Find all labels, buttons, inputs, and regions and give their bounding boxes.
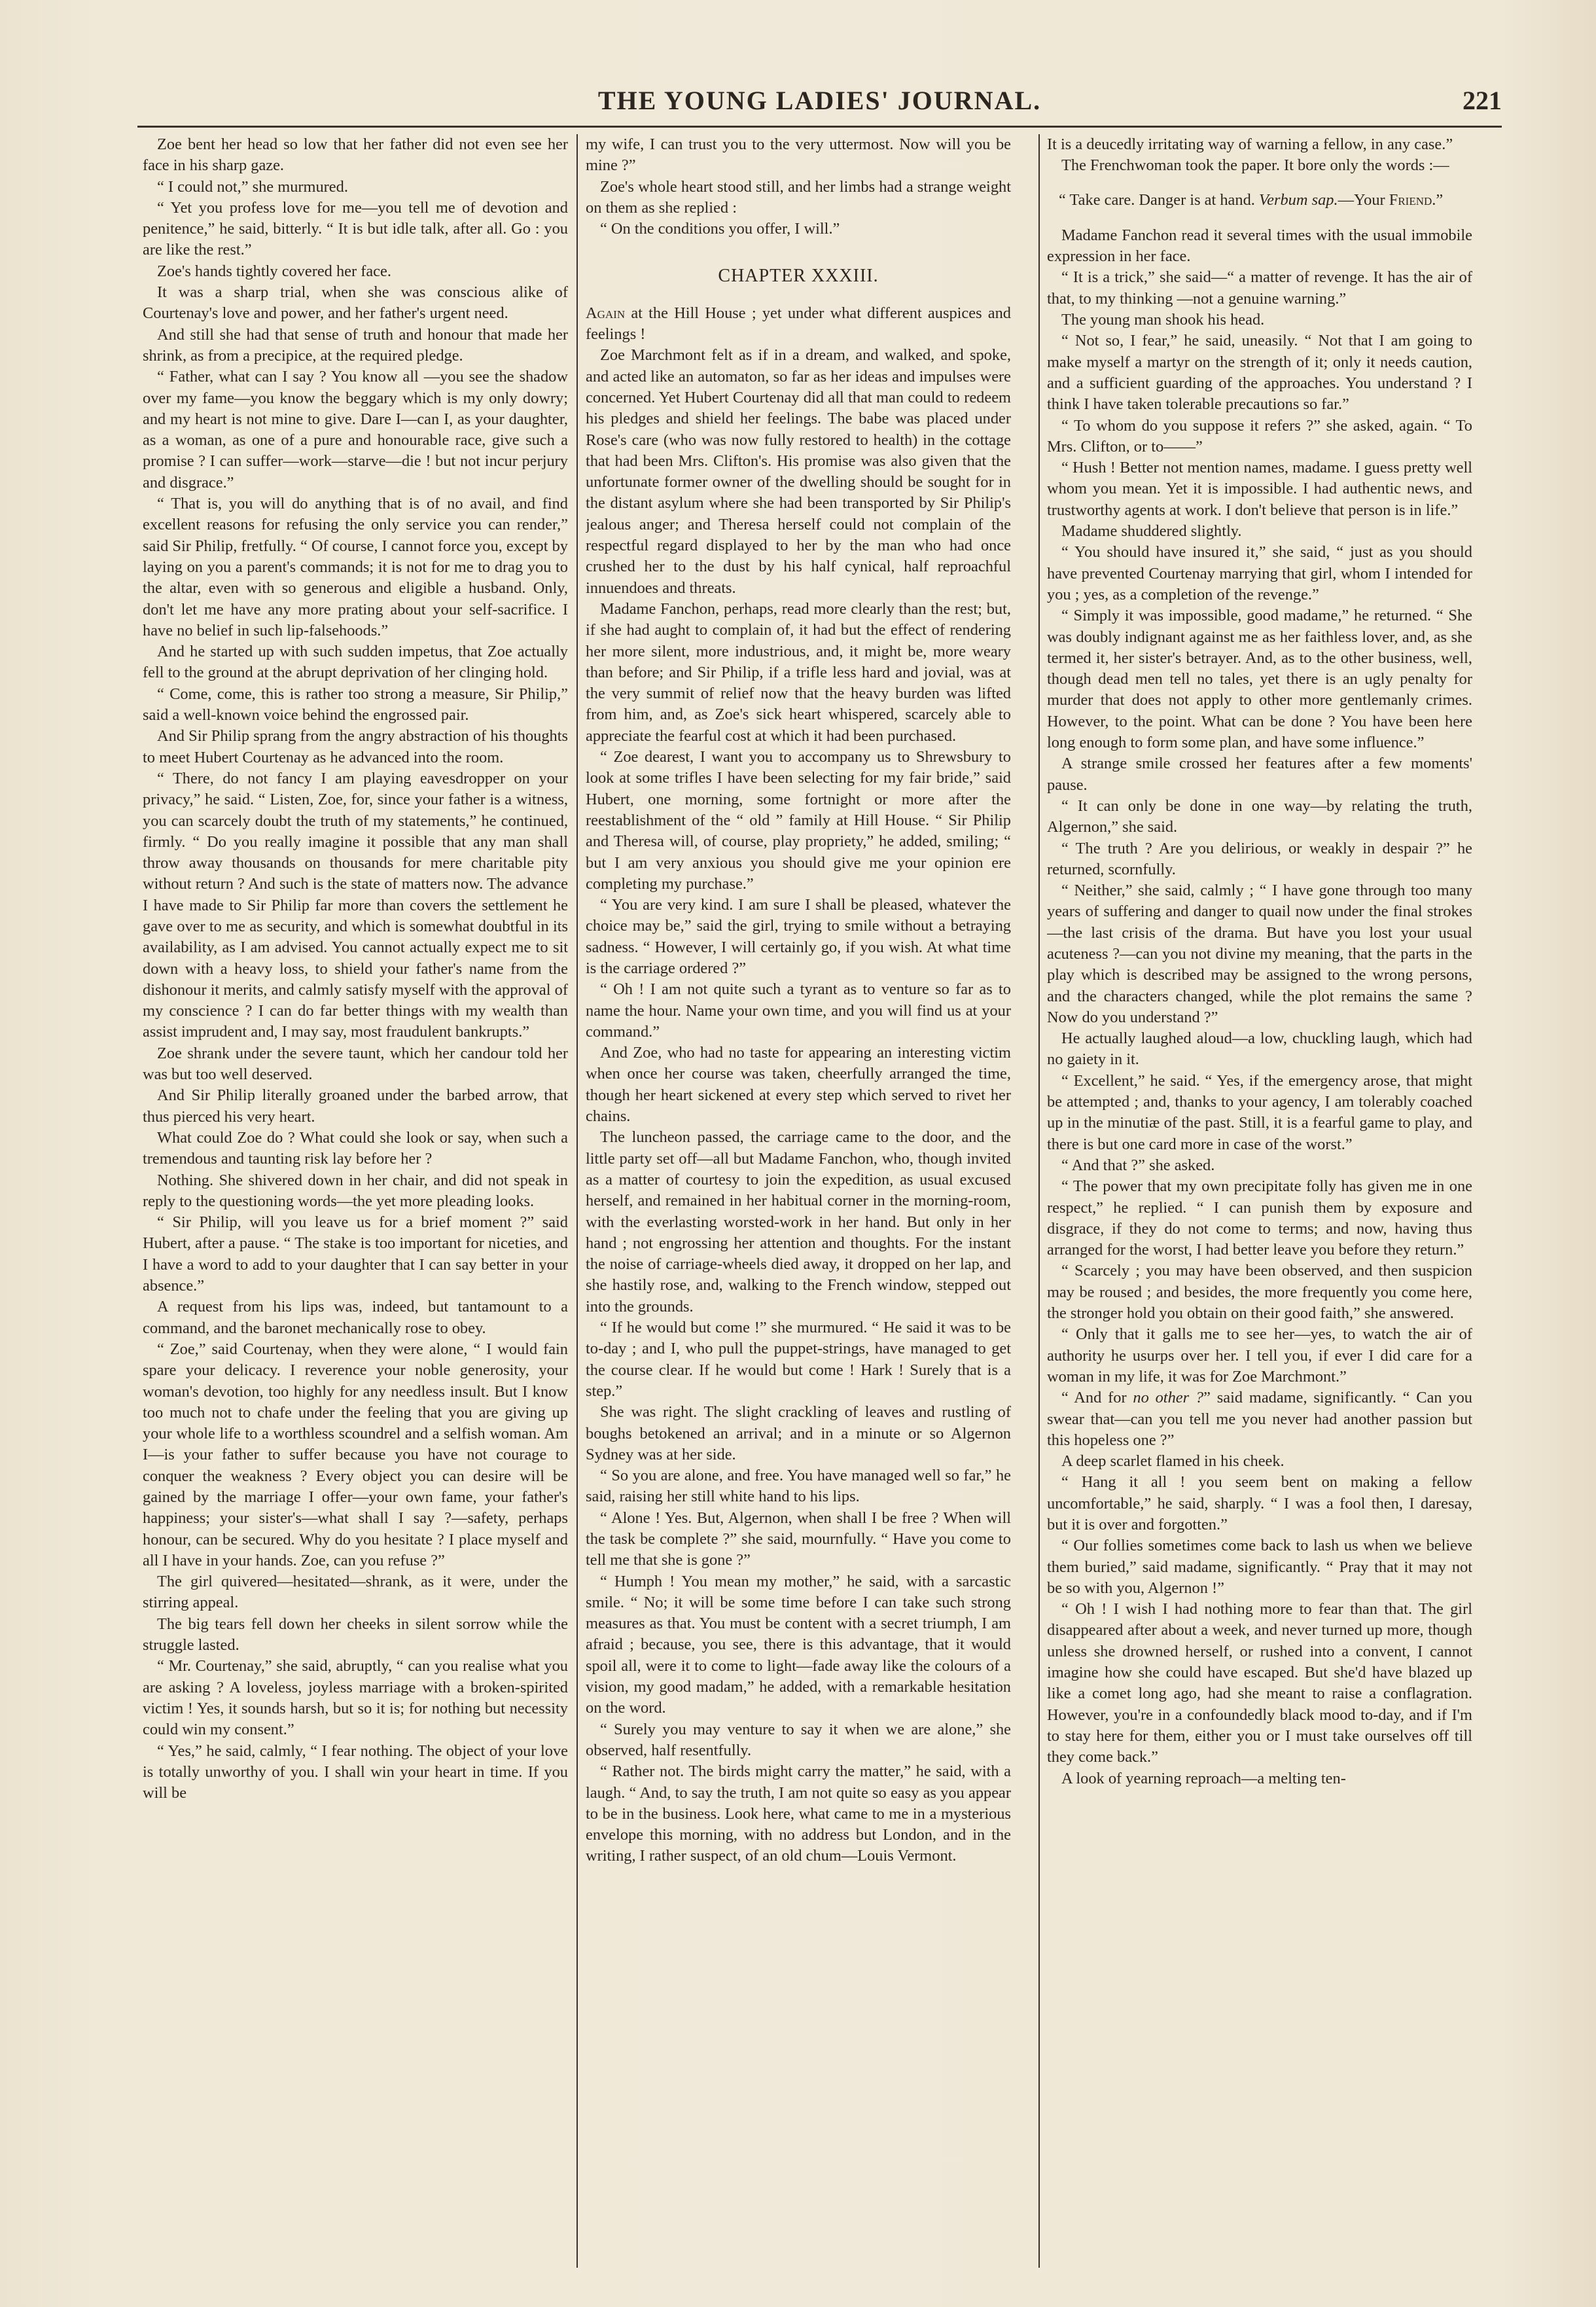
- paragraph: “ You should have insured it,” she said, “ just as you should have prevented Courtenay marrying that girl, whom I intended for you ; yes, as a completion of the revenge.”: [1047, 543, 1472, 603]
- paragraph: [1047, 1387, 1472, 1451]
- page-number: 221: [1463, 86, 1502, 115]
- paragraph: “ If he would but come !” she murmured. “ He said it was to be to-day ; and I, who pull the puppet-strings, have managed to get the course clear. If he would but come ! Hark ! Surely that is a step.”: [586, 1319, 1011, 1400]
- paragraph: And Zoe, who had no taste for appearing an interesting victim when once her course was taken, cheerfully arranged the time, though her heart sickened at every step which served to rivet her chains.: [586, 1044, 1011, 1126]
- journal-title: THE YOUNG LADIES' JOURNAL.: [597, 86, 1042, 115]
- paragraph: Zoe shrank under the severe taunt, which her candour told her was but too well deserved.: [143, 1044, 568, 1084]
- paragraph: “ That is, you will do anything that is of no avail, and find excellent reasons for refusing the only service you can render,” said Sir Philip, fretfully. “ Of course, I cannot force you, except by laying on you a parent's commands; it is not for me to drag you to the altar, even with so generous and eligible a husband. Only, don't let me have any more prating about your self-sacrifice. I have no belief in such lip-falsehoods.”: [143, 495, 568, 639]
- paragraph: “ Zoe,” said Courtenay, when they were alone, “ I would fain spare your delicacy. I reverence your noble generosity, your woman's devotion, too highly for any needless insult. But I know too much not to chafe under the feeling that you are giving up your whole life to a worthless scoundrel and a selfish woman. Am I—is your father to suffer because you have not courage to conquer the weakness ? Every object you can desire will be gained by the marriage I offer—your own fame, your father's happiness; your sister's—what shall I say ?—safety, perhaps honour, can be secured. Why do you hesitate ? I place myself and all I have in your hands. Zoe, can you refuse ?”: [143, 1340, 568, 1569]
- paragraph: And he started up with such sudden impetus, that Zoe actually fell to the ground at the abrupt deprivation of her clinging hold.: [143, 643, 568, 682]
- paragraph: “ Rather not. The birds might carry the matter,” he said, with a laugh. “ And, to say the truth, I am not quite so easy as you appear to be in the business. Look here, what came to me in a mysterious envelope this morning, with no address but London, and in the writing, I rather suspect, of an old chum—Louis Vermont.: [586, 1762, 1011, 1865]
- paragraph: “ There, do not fancy I am playing eavesdropper on your privacy,” he said. “ Listen, Zoe, for, since your father is a witness, you can scarcely doubt the truth of my statements,” he continued, firmly. “ Do you really imagine it possible that any man shall throw away thousands on thousands for mere charitable pity without return ? And such is the state of matters now. The advance I have made to Sir Philip far more than covers the settlement he gave over to me as security, and which is somewhat doubtful in its availability, as I am advised. You cannot actually expect me to sit down with a heavy loss, to shield your father's name from the dishonour it merits, and calmly satisfy myself with the approval of my conscience ? I can do far better things with my wealth than assist imprudent and, I may say, most fraudulent bankrupts.”: [143, 769, 568, 1041]
- paragraph: “ Alone ! Yes. But, Algernon, when shall I be free ? When will the task be complete ?” she said, mournfully. “ Have you come to tell me that she is gone ?”: [586, 1509, 1011, 1569]
- paragraph: Zoe's hands tightly covered her face.: [157, 262, 391, 280]
- paragraph: “ And that ?” she asked.: [1061, 1156, 1215, 1174]
- note-latin: Verbum sap.: [1258, 190, 1338, 209]
- paragraph: Zoe's whole heart stood still, and her limbs had a strange weight on them as she replied :: [586, 177, 1011, 217]
- chapter-opening-paragraph: [586, 303, 1011, 346]
- paragraph: The young man shook his head.: [1061, 311, 1265, 329]
- paragraph: “ Hang it all ! you seem bent on making a fellow uncomfortable,” he said, sharply. “ I was a fool then, I daresay, but it is over and forgotten.”: [1047, 1473, 1472, 1533]
- paragraph: Zoe bent her head so low that her father did not even see her face in his sharp gaze.: [143, 135, 568, 175]
- paragraph: “ Scarcely ; you may have been observed, and then suspicion may be roused ; and besides, the more frequently you come here, the stronger hold you obtain on their good faith,” she answered.: [1047, 1262, 1472, 1323]
- paragraph: A look of yearning reproach—a melting ten-: [1061, 1769, 1346, 1787]
- paragraph: “ The truth ? Are you delirious, or weakly in despair ?” he returned, scornfully.: [1047, 839, 1472, 878]
- paragraph: Madame Fanchon read it several times with the usual immobile expression in her face.: [1047, 226, 1472, 266]
- paragraph: “ Neither,” she said, calmly ; “ I have gone through too many years of suffering and danger to quail now under the final strokes—the last crisis of the drama. But have you lost your usual acuteness ?—can you not divine my meaning, that the parts in the play which is described may be assigned to the wrong persons, and the characters changed, while the plot remains the same ? Now do you understand ?”: [1047, 882, 1472, 1026]
- paragraph: “ Mr. Courtenay,” she said, abruptly, “ can you realise what you are asking ? A loveless, joyless marriage with a broken-spirited victim ! Yes, it sounds harsh, but so it is; for nothing but necessity could win my consent.”: [143, 1657, 568, 1739]
- paragraph: “ Zoe dearest, I want you to accompany us to Shrewsbury to look at some trifles I have been selecting for my fair bride,” said Hubert, one morning, some fortnight or more after the reestablishment of the “ old ” family at Hill House. “ Sir Philip and Theresa will, of course, play propriety,” he added, smiling; “ but I am very anxious you should give me your opinion ere completing my purchase.”: [586, 748, 1011, 893]
- chapter-heading: CHAPTER XXXIII.: [718, 266, 879, 287]
- column-divider: [576, 134, 578, 2268]
- paragraph: “ On the conditions you offer, I will.”: [600, 220, 840, 238]
- paragraph: The big tears fell down her cheeks in silent sorrow while the struggle lasted.: [143, 1615, 568, 1654]
- paragraph: Madame Fanchon, perhaps, read more clearly than the rest; but, if she had aught to complain of, it had but the effect of rendering her more silent, more industrious, and, it might be, more weary than before; and Sir Philip, if a trifle less hard and jovial, was at the very summit of relief now that the heavy burden was lifted from him, and, as Zoe's sick heart whispered, scarcely able to appreciate the fearful cost at which it had been purchased.: [586, 599, 1011, 745]
- column-divider: [1038, 134, 1040, 2268]
- paragraph: “ Simply it was impossible, good madame,” he returned. “ She was doubly indignant against me as her faithless lover, and, as she termed it, her sister's betrayer. And, as to the other business, well, though dead men tell no tales, yet there is an ugly penalty for murder that does not apply to other more gentlemanly crimes. However, to the point. What can be done ? You have been here long enough to form some plan, and have some influence.”: [1047, 607, 1472, 752]
- paragraph: “ So you are alone, and free. You have managed well so far,” he said, raising her still white hand to his lips.: [586, 1467, 1011, 1506]
- text-column-3: [1047, 134, 1472, 2268]
- paragraph: A request from his lips was, indeed, but tantamount to a command, and the baronet mechanically rose to obey.: [143, 1298, 568, 1337]
- paragraph: “ Humph ! You mean my mother,” he said, with a sarcastic smile. “ No; it will be some time before I can take such strong measures as that. You must be content with a secret triumph, I am afraid ; because, you see, there is this advantage, that it would spoil all, were it to come to light—fade away like the colours of a vision, my good madam,” he added, with a remarkable hesitation on the word.: [586, 1572, 1011, 1717]
- paragraph: “ Father, what can I say ? You know all —you see the shadow over my fame—you know the beggary which is my only dowry; and my heart is not mine to give. Dare I—can I, as your daughter, as a woman, as one of a pure and honourable race, give such a promise ? I can suffer—work—starve—die ! but not incur perjury and disgrace.”: [143, 368, 568, 492]
- paragraph: He actually laughed aloud—a low, chuckling laugh, which had no gaiety in it.: [1047, 1029, 1472, 1069]
- paragraph: my wife, I can trust you to the very uttermost. Now will you be mine ?”: [586, 135, 1011, 175]
- paragraph: What could Zoe do ? What could she look or say, when such a tremendous and taunting risk lay before her ?: [143, 1128, 568, 1168]
- paragraph: She was right. The slight crackling of leaves and rustling of boughs betokened an arrival; and in a minute or so Algernon Sydney was at her side.: [586, 1403, 1011, 1463]
- note-signature: Friend: [1389, 190, 1432, 209]
- paragraph: “ You are very kind. I am sure I shall be pleased, whatever the choice may be,” said the girl, trying to smile without a betraying sadness. “ However, I will certainly go, if you wish. At what time is the carriage ordered ?”: [586, 896, 1011, 977]
- paragraph: Zoe Marchmont felt as if in a dream, and walked, and spoke, and acted like an automaton, so far as her ideas and impulses were concerned. Yet Hubert Courtenay did all that man could to redeem his pledges and shield her feelings. The babe was placed under Rose's care (who was now fully restored to health) in the cottage that had been Mrs. Clifton's. His promise was also given that the unfortunate former owner of the dwelling should be sought for in the distant asylum where she had been transported by Sir Philip's jealous anger; and Theresa herself could not complain of the respectful regard displayed to her by the man who had once crushed her to the dust by his half cynical, half reproachful innuendoes and threats.: [586, 346, 1011, 597]
- text-column-1: [143, 134, 568, 2268]
- paragraph: And Sir Philip sprang from the angry abstraction of his thoughts to meet Hubert Courtenay as he advanced into the room.: [143, 727, 568, 766]
- paragraph: A deep scarlet flamed in his cheek.: [1061, 1452, 1285, 1471]
- paragraph: The luncheon passed, the carriage came to the door, and the little party set off—all but Madame Fanchon, who, though invited as a matter of courtesy to join the expedition, as usual excused herself, and remained in her habitual corner in the morning-room, with the everlasting worsted-work in her hand. But only in her hand ; not engrossing her attention and thoughts. For the instant the noise of carriage-wheels died away, it dropped on her lap, and she hastily rose, and, walking to the French window, stepped out into the grounds.: [586, 1128, 1011, 1315]
- paragraph: “ Oh ! I am not quite such a tyrant as to venture so far as to name the hour. Name your own time, and you will find us at your command.”: [586, 980, 1011, 1041]
- quote-start: “ And for: [1061, 1389, 1133, 1407]
- paragraph: “ Sir Philip, will you leave us for a brief moment ?” said Hubert, after a pause. “ The stake is too important for niceties, and I have a word to add to your daughter that I can say better in your absence.”: [143, 1213, 568, 1295]
- paragraph: “ Yet you profess love for me—you tell me of devotion and penitence,” he said, bitterly. “ It is but idle talk, after all. Go : you are like the rest.”: [143, 198, 568, 259]
- paragraph: “ Surely you may venture to say it when we are alone,” she observed, half resentfully.: [586, 1720, 1011, 1759]
- paragraph: The Frenchwoman took the paper. It bore only the words :—: [1061, 156, 1449, 175]
- paragraph: “ Hush ! Better not mention names, madame. I guess pretty well whom you mean. Yet it is impossible. I had authentic news, and trustworthy agents at work. I don't believe that person is in life.”: [1047, 459, 1472, 519]
- paragraph: Nothing. She shivered down in her chair, and did not speak in reply to the questioning words—the yet more pleading looks.: [143, 1171, 568, 1210]
- paragraph: “ Oh ! I wish I had nothing more to fear than that. The girl disappeared after about a week, and never turned up more, though unless she drowned herself, or rushed into a convent, I cannot imagine how she could have escaped. But she'd have blazed up like a comet long ago, had she meant to raise a conflagration. However, you're in a confoundedly black mood to-day, and if I'm to stay here for them, either you or I must take ourselves off till they come back.”: [1047, 1600, 1472, 1766]
- paragraph: “ Come, come, this is rather too strong a measure, Sir Philip,” said a well-known voice behind the engrossed pair.: [143, 685, 568, 724]
- paragraph: The girl quivered—hesitated—shrank, as it were, under the stirring appeal.: [143, 1573, 568, 1612]
- paragraph: “ It is a trick,” she said—“ a matter of revenge. It has the air of that, to my thinking —not a genuine warning.”: [1047, 268, 1472, 308]
- paragraph: A strange smile crossed her features after a few moments' pause.: [1047, 755, 1472, 794]
- opening-word: Again: [586, 304, 626, 322]
- paragraph: Madame shuddered slightly.: [1061, 522, 1242, 541]
- paragraph: It was a sharp trial, when she was conscious alike of Courtenay's love and power, and her father's urgent need.: [143, 283, 568, 323]
- quote-italic: no other ?: [1133, 1389, 1204, 1407]
- paragraph: “ Excellent,” he said. “ Yes, if the emergency arose, that might be attempted ; and, thanks to your agency, I am tolerably coached up in the minutiæ of the past. Still, it is a fearful game to play, and there is but one card more in case of the worst.”: [1047, 1071, 1472, 1153]
- paragraph: “ Only that it galls me to see her—yes, to watch the air of authority he usurps over her. I tell you, if ever I did care for a woman in my life, it was for Zoe Marchmont.”: [1047, 1325, 1472, 1386]
- paragraph: “ Yes,” he said, calmly, “ I fear nothing. The object of your love is totally unworthy of you. I shall win your heart in time. If you will be: [143, 1742, 568, 1802]
- note-text: “ Take care. Danger is at hand.: [1059, 190, 1259, 209]
- paragraph: It is a deucedly irritating way of warning a fellow, in any case.”: [1047, 135, 1453, 153]
- paragraph: “ Not so, I fear,” he said, uneasily. “ Not that I am going to make myself a martyr on the strength of it; only it needs caution, and a sufficient guarding of the approaches. You understand ? I think I have taken tolerable precautions so far.”: [1047, 332, 1472, 414]
- warning-note: [1047, 190, 1472, 211]
- text-column-2: [586, 134, 1011, 2268]
- paragraph: “ To whom do you suppose it refers ?” she asked, again. “ To Mrs. Clifton, or to——”: [1047, 416, 1472, 456]
- note-sign-end: .”: [1432, 190, 1444, 209]
- paragraph: “ Our follies sometimes come back to lash us when we believe them buried,” said madame, significantly. “ Pray that it may not be so with you, Algernon !”: [1047, 1537, 1472, 1597]
- opening-text: at the Hill House ; yet under what different auspices and feelings !: [586, 304, 1011, 344]
- note-sign-prefix: —Your: [1338, 190, 1389, 209]
- paragraph: And Sir Philip literally groaned under the barbed arrow, that thus pierced his very heart.: [143, 1086, 568, 1126]
- paragraph: And still she had that sense of truth and honour that made her shrink, as from a precipice, at the required pledge.: [143, 325, 568, 365]
- paragraph: “ The power that my own precipitate folly has given me in one respect,” he replied. “ I can punish them by exposure and disgrace, if they do not come to terms; and now, having thus arranged for the worst, I had better leave you before they return.”: [1047, 1177, 1472, 1259]
- page-header: [137, 85, 1502, 128]
- quote-end: ” said madame, significantly. “ Can you swear that—can you tell me you never had another passion but this hopeless one ?”: [1047, 1389, 1472, 1449]
- paragraph: “ It can only be done in one way—by relating the truth, Algernon,” she said.: [1047, 796, 1472, 836]
- paragraph: “ I could not,” she murmured.: [157, 177, 348, 196]
